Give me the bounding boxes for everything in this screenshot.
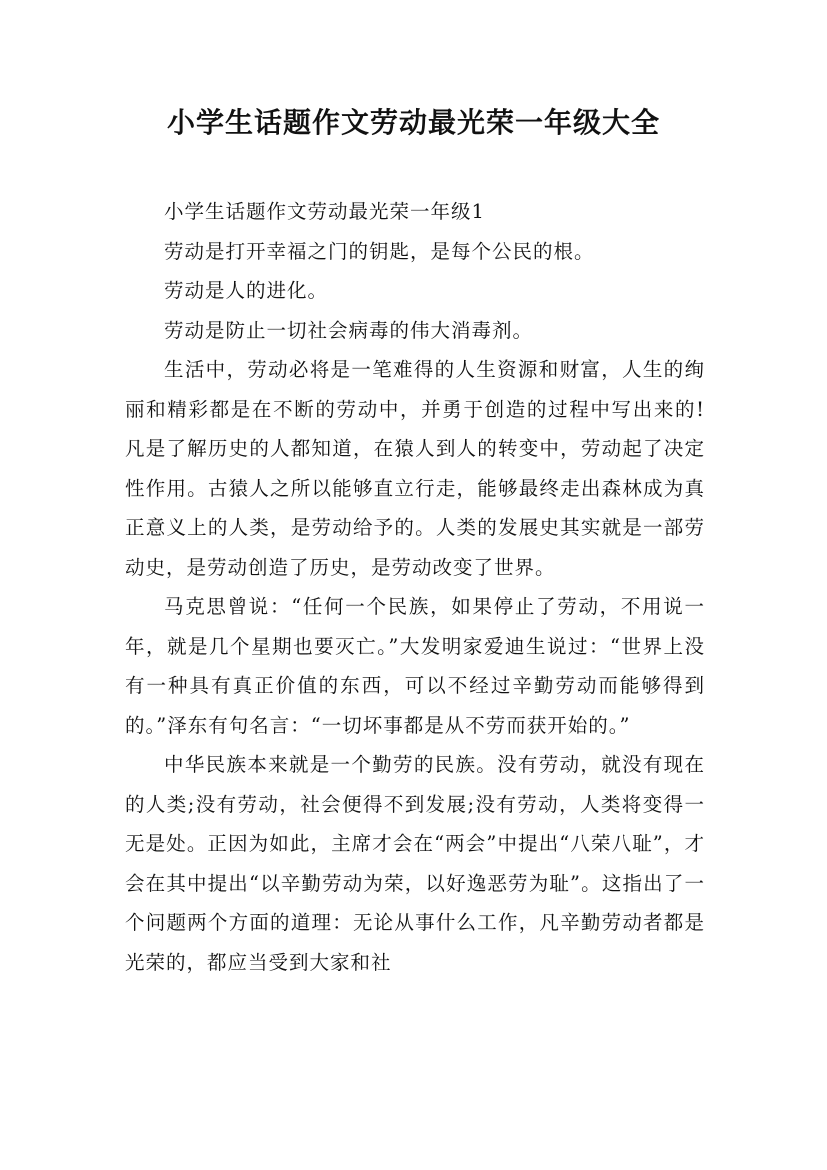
paragraph: 劳动是防止一切社会病毒的伟大消毒剂。 bbox=[164, 318, 534, 342]
paragraph: 生活中，劳动必将是一笔难得的人生资源和财富，人生的绚丽和精彩都是在不断的劳动中，并勇于创造的过程中写出来的!凡是了解历史的人都知道，在猿人到人的转变中，劳动起了决定性作用。古猿人之所以能够直立行走，能够最终走出森林成为真正意义上的人类，是劳动给予的。人类的发展史其实就是一部劳动史，是劳动创造了历史，是劳动改变了世界。 bbox=[125, 358, 705, 579]
paragraph: 劳动是打开幸福之门的钥匙，是每个公民的根。 bbox=[164, 239, 595, 263]
paragraph: 马克思曾说：“任何一个民族，如果停止了劳动，不用说一年，就是几个星期也要灭亡。”大发明家爱迪生说过：“世界上没有一种具有真正价值的东西，可以不经过辛勤劳动而能够得到的。”泽东有句名言：“一切坏事都是从不劳而获开始的。” bbox=[125, 595, 705, 737]
document-title: 小学生话题作文劳动最光荣一年级大全 bbox=[166, 106, 660, 139]
paragraph: 劳动是人的进化。 bbox=[164, 279, 329, 302]
paragraph: 中华民族本来就是一个勤劳的民族。没有劳动，就没有现在的人类;没有劳动，社会便得不到发展;没有劳动，人类将变得一无是处。正因为如此，主席才会在“两会”中提出“八荣八耻”，才会在其中提出“以辛勤劳动为荣，以好逸恶劳为耻”。这指出了一个问题两个方面的道理：无论从事什么工作，凡辛勤劳动者都是光荣的，都应当受到大家和社 bbox=[125, 753, 705, 974]
document-body bbox=[125, 192, 705, 982]
subtitle-paragraph: 小学生话题作文劳动最光荣一年级1 bbox=[164, 200, 485, 223]
